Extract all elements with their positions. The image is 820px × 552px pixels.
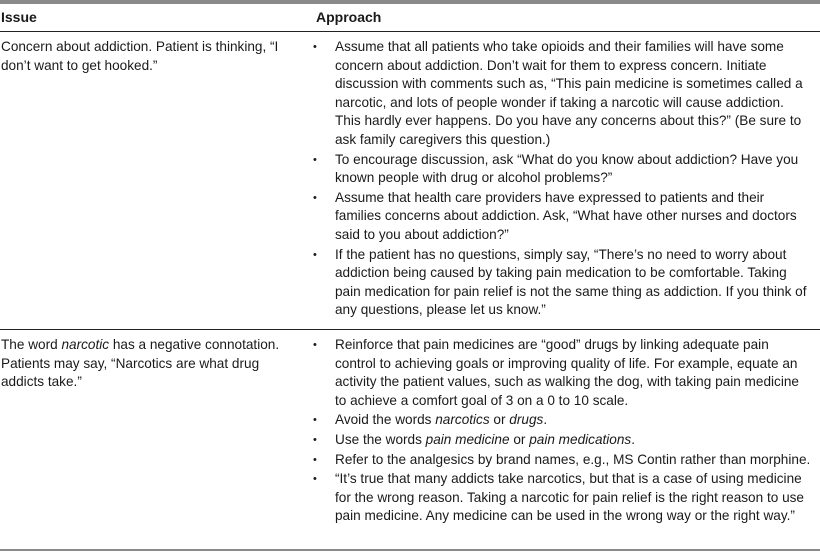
table-bottom-rule bbox=[0, 549, 820, 551]
list-item: • Reinforce that pain medicines are “good” drugs by linking adequate pain control to achieving goals or improving quality of life. For example, equate an activity the patient values, such as walking the dog, with taking pain medicine to achieve a comfort goal of 3 on a 0 to 10 scale. bbox=[313, 337, 799, 408]
row-divider bbox=[0, 329, 820, 330]
issue-cell-narcotic-connotation: The word narcotic has a negative connotation. Patients may say, “Narcotics are what drug addicts take.” bbox=[1, 337, 280, 389]
column-header-issue: Issue bbox=[1, 9, 37, 25]
list-item: • Refer to the analgesics by brand names, e.g., MS Contin rather than morphine. bbox=[311, 451, 813, 470]
header-divider bbox=[0, 31, 820, 32]
approach-list-narcotic-connotation bbox=[311, 336, 813, 527]
list-item: • Assume that health care providers have expressed to patients and their families concerns about addiction. Ask, “What have other nurses and doctors said to you about addiction?” bbox=[313, 189, 797, 242]
list-item: • “It’s true that many addicts take narcotics, but that is a case of using medicine for the wrong reason. Taking a narcotic for pain relief is the right reason to use pain medicine. Any medicine can be used in the wrong way or the right way.” bbox=[313, 471, 804, 524]
bullet-icon: • bbox=[313, 414, 317, 427]
column-header-approach: Approach bbox=[316, 9, 382, 25]
list-item: • Avoid the words narcotics or drugs. bbox=[311, 411, 813, 430]
list-item: • To encourage discussion, ask “What do you know about addiction? Have you known people with drug or alcohol problems?” bbox=[313, 151, 799, 186]
bullet-icon: • bbox=[313, 41, 317, 53]
bullet-icon: • bbox=[313, 191, 317, 204]
issue-cell-addiction-concern: Concern about addiction. Patient is thinking, “I don’t want to get hooked.” bbox=[1, 39, 279, 73]
bullet-icon: • bbox=[313, 433, 317, 446]
table-top-rule bbox=[0, 0, 820, 4]
bullet-icon: • bbox=[313, 153, 317, 166]
list-item: • Assume that all patients who take opioids and their families will have some concern about addiction. Don’t wait for them to express concern. Initiate discussion with comments such as, “This pain medicine is sometimes called a narcotic, and lots of people wonder if taking a narcotic will cause addiction. This hardly ever happens. Do you have any concerns about this?” (Be sure to ask family caregivers this question.) bbox=[313, 39, 803, 147]
bullet-icon: • bbox=[313, 339, 317, 351]
list-item: • Use the words pain medicine or pain medications. bbox=[311, 431, 813, 450]
approach-list-addiction-concern bbox=[311, 38, 813, 321]
bullet-icon: • bbox=[313, 248, 317, 261]
list-item: • If the patient has no questions, simply say, “There’s no need to worry about addiction being caused by taking pain medication to be comfortable. Taking pain medication for pain relief is not the same thing as addiction. If you think of any questions, please let us know.” bbox=[313, 246, 807, 318]
bullet-icon: • bbox=[313, 473, 317, 486]
bullet-icon: • bbox=[313, 453, 317, 466]
